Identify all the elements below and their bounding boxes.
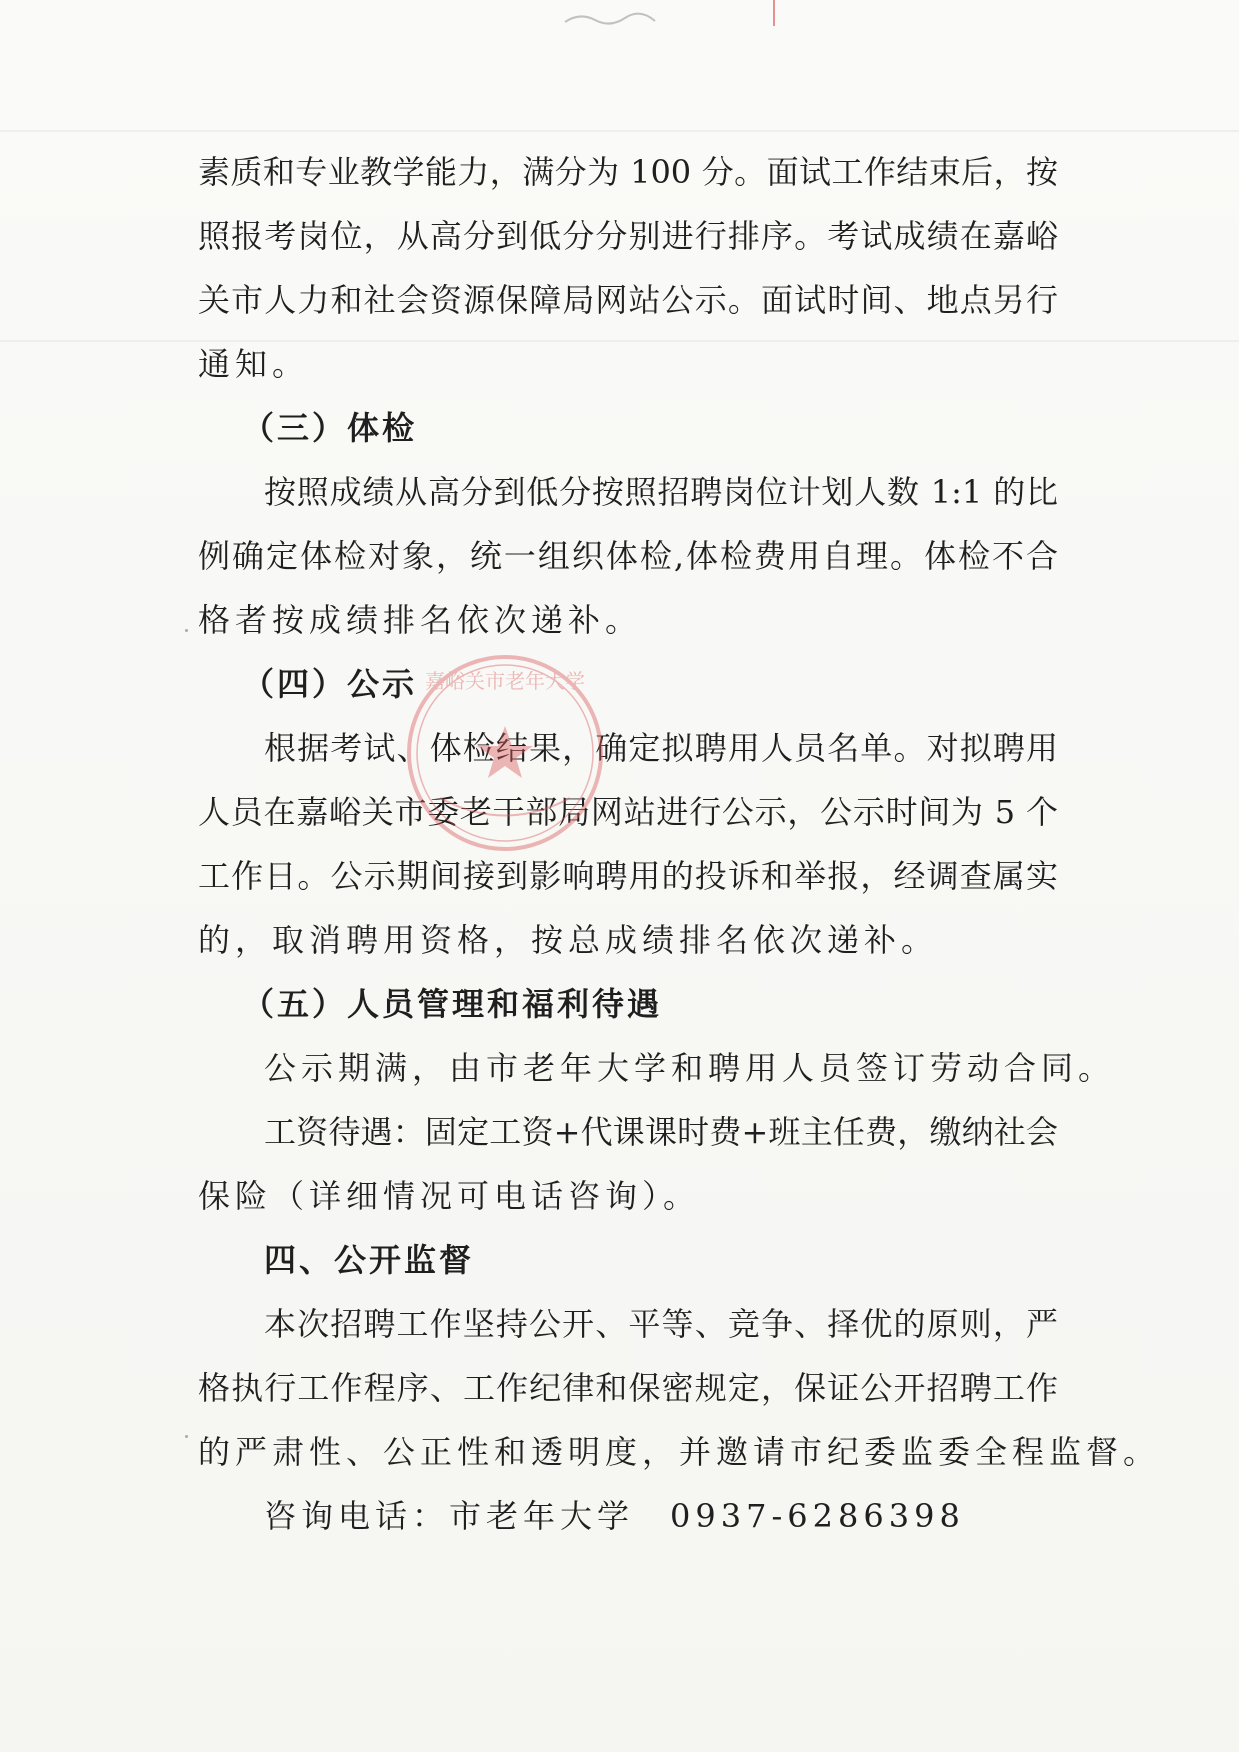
scan-dot [185, 1435, 188, 1438]
scan-artifact-icon [560, 8, 660, 30]
document-body [198, 140, 1161, 1548]
scan-dot [185, 629, 188, 632]
body-line: 按照成绩从高分到低分按照招聘岗位计划人数 1:1 的比 [264, 473, 1058, 511]
body-line: 公示期满，由市老年大学和聘用人员签订劳动合同。 [264, 1049, 1116, 1087]
section-heading-publicity: （四）公示 [242, 665, 418, 703]
body-line: 关市人力和社会资源保障局网站公示。面试时间、地点另行 [198, 281, 1058, 319]
paragraph-physical-exam [198, 460, 1058, 652]
paragraph-personnel [198, 1036, 1116, 1228]
body-line: 通知。 [198, 345, 310, 383]
body-line: 照报考岗位，从高分到低分分别进行排序。考试成绩在嘉峪 [198, 217, 1058, 255]
body-line: 保险（详细情况可电话咨询）。 [198, 1177, 701, 1215]
section-heading-personnel: （五）人员管理和福利待遇 [242, 985, 663, 1023]
body-line: 人员在嘉峪关市委老干部局网站进行公示，公示时间为 5 个 [198, 793, 1058, 831]
body-line: 的严肃性、公正性和透明度，并邀请市纪委监委全程监督。 [198, 1433, 1161, 1471]
contact-org: 市老年大学 [449, 1497, 635, 1535]
contact-phone: 0937-6286398 [670, 1497, 965, 1535]
body-line: 根据考试、体检结果，确定拟聘用人员名单。对拟聘用 [264, 729, 1058, 767]
paragraph-supervision [198, 1292, 1161, 1484]
contact-line [198, 1484, 1058, 1548]
body-line: 格执行工作程序、工作纪律和保密规定，保证公开招聘工作 [198, 1369, 1058, 1407]
paragraph-publicity [198, 716, 1058, 972]
contact-label: 咨询电话： [264, 1497, 450, 1535]
body-line: 的，取消聘用资格，按总成绩排名依次递补。 [198, 921, 939, 959]
body-line: 素质和专业教学能力，满分为 100 分。面试工作结束后，按 [198, 153, 1058, 191]
body-line: 工资待遇：固定工资+代课课时费+班主任费，缴纳社会 [264, 1113, 1058, 1151]
body-line: 本次招聘工作坚持公开、平等、竞争、择优的原则，严 [264, 1305, 1058, 1343]
part-heading-supervision: 四、公开监督 [264, 1241, 475, 1279]
seal-text: 嘉峪关市老年大学 [425, 669, 585, 693]
section-heading-physical-exam: （三）体检 [242, 409, 418, 447]
body-line: 例确定体检对象，统一组织体检,体检费用自理。体检不合 [198, 537, 1058, 575]
body-line: 工作日。公示期间接到影响聘用的投诉和举报，经调查属实 [198, 857, 1058, 895]
edge-mark [773, 0, 775, 26]
body-line: 格者按成绩排名依次递补。 [198, 601, 643, 639]
bleed-through-line [0, 130, 1239, 132]
paragraph-intro [198, 140, 1058, 396]
